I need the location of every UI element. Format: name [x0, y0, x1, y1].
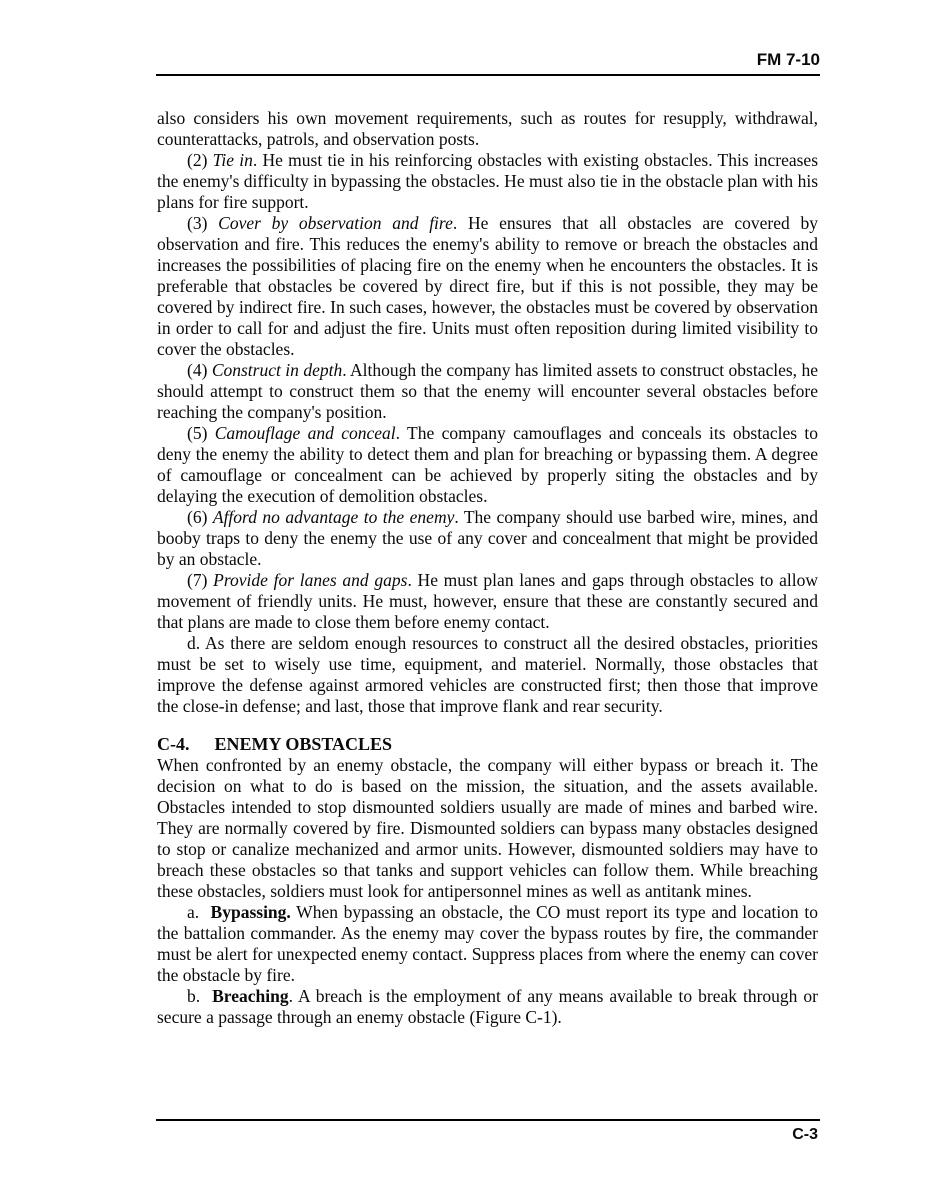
header-doc-code: FM 7-10: [756, 50, 820, 69]
text-run: (3): [187, 213, 219, 233]
text-run: Afford no advantage to the enemy: [212, 507, 455, 527]
text-run: . The company camouflages and conceals its obstacles to deny the enemy the ability to detect them and plan for breaching or bypassing them. A degree of camouflage or concealment can be achieved by properly siting the obstacles and by delaying the execution of demolition obstacles.: [157, 423, 819, 506]
paragraph: [157, 507, 818, 570]
text-run: Breaching: [212, 986, 289, 1006]
text-run: (4): [187, 360, 212, 380]
text-run: (7): [187, 570, 214, 590]
text-run: Cover by observation and fire: [218, 213, 453, 233]
paragraph: [157, 570, 818, 633]
section-heading: [157, 734, 818, 755]
page-number: C-3: [792, 1126, 818, 1143]
paragraph: [157, 150, 818, 213]
text-run: d. As there are seldom enough resources to construct all the desired obstacles, priorities must be set to wisely use time, equipment, and materiel. Normally, those obstacles that improve the defense against armored vehicles are constructed first; then those that improve the close-in defense; and last, those that improve flank and rear security.: [157, 633, 818, 716]
paragraph: [157, 633, 818, 717]
text-run: (2): [187, 150, 213, 170]
text-run: Camouflage and conceal: [214, 423, 396, 443]
text-run: Provide for lanes and gaps: [213, 570, 408, 590]
header-rule: [156, 74, 820, 76]
text-run: Construct in depth: [211, 360, 343, 380]
paragraph: [157, 423, 818, 507]
text-run: b.: [187, 986, 213, 1006]
text-run: . He must tie in his reinforcing obstacles with existing obstacles. This increases the enemy's difficulty in bypassing the obstacles. He must also tie in the obstacle plan with his plans for fire support.: [157, 150, 819, 212]
page-body: [157, 108, 818, 1028]
paragraph: [157, 755, 818, 902]
text-run: also considers his own movement requirements, such as routes for resupply, withdrawal, counterattacks, patrols, and observation posts.: [157, 108, 818, 149]
text-run: When confronted by an enemy obstacle, the company will either bypass or breach it. The decision on what to do is based on the mission, the situation, and the assets available. Obstacles intended to stop dismounted soldiers usually are made of mines and barbed wire. They are normally covered by fire. Dismounted soldiers can bypass many obstacles designed to stop or canalize mechanized and armor units. However, dismounted soldiers may have to breach these obstacles so that tanks and support vehicles can follow them. While breaching these obstacles, soldiers must look for antipersonnel mines as well as antitank mines.: [157, 755, 818, 901]
footer-rule: [156, 1119, 820, 1121]
text-run: . The company should use barbed wire, mines, and booby traps to deny the enemy the use of any cover and concealment that might be provided by an obstacle.: [157, 507, 818, 569]
section-title: ENEMY OBSTACLES: [214, 734, 393, 754]
text-run: . A breach is the employment of any means available to break through or secure a passage through an enemy obstacle (Figure C-1).: [157, 986, 819, 1027]
text-run: . He ensures that all obstacles are covered by observation and fire. This reduces the enemy's ability to remove or breach the obstacles and increases the possibilities of placing fire on the enemy when he encounters the obstacles. It is preferable that obstacles be covered by direct fire, but if this is not possible, they may be covered by indirect fire. In such cases, however, the obstacles must be covered by observation in order to call for and adjust the fire. Units must often reposition during limited visibility to cover the obstacles.: [157, 213, 818, 359]
text-run: (6): [187, 507, 213, 527]
text-run: . Although the company has limited assets to construct obstacles, he should attempt to construct them so that the enemy will encounter several obstacles before reaching the company's position.: [157, 360, 818, 422]
paragraph: [157, 360, 818, 423]
paragraph: [157, 986, 818, 1028]
text-run: When bypassing an obstacle, the CO must report its type and location to the battalion commander. As the enemy may cover the bypass routes by fire, the commander must be alert for unexpected enemy contact. Suppress places from where the enemy can cover the obstacle by fire.: [157, 902, 818, 985]
paragraph: [157, 213, 818, 360]
text-run: (5): [187, 423, 215, 443]
text-run: . He must plan lanes and gaps through obstacles to allow movement of friendly units. He must, however, ensure that these are constantly secured and that plans are made to close them before enemy contact.: [157, 570, 819, 632]
text-run: Tie in: [212, 150, 253, 170]
paragraph: [157, 902, 818, 986]
text-run: a.: [187, 902, 211, 922]
section-number: C-4.: [157, 734, 190, 754]
paragraph: [157, 108, 818, 150]
text-run: Bypassing.: [210, 902, 291, 922]
